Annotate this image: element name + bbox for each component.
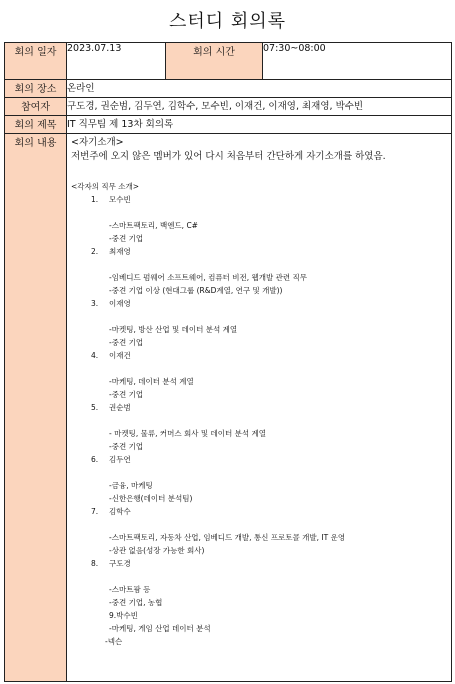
row-subject bbox=[5, 116, 452, 134]
place-value: 온라인 bbox=[67, 80, 452, 98]
entry-detail: -중견 기업 bbox=[109, 442, 144, 451]
entry-name: 모수빈 bbox=[109, 195, 131, 204]
entry-heading bbox=[71, 505, 447, 518]
entry-detail: -중견 기업 bbox=[109, 338, 144, 347]
entry-name: 이재건 bbox=[109, 351, 131, 360]
entry-name: 김두연 bbox=[109, 455, 131, 464]
entry-number: 5. bbox=[91, 403, 99, 412]
entry-detail: -마케팅, 데이터 분석 계열 bbox=[109, 377, 194, 386]
entry-number: 2. bbox=[91, 247, 99, 256]
entry-gap bbox=[71, 310, 447, 323]
entry-name: 최재영 bbox=[109, 247, 131, 256]
subject-label: 회의 제목 bbox=[5, 116, 67, 134]
extra-note: -넥슨 bbox=[105, 637, 123, 646]
list-item bbox=[71, 453, 447, 505]
entry-heading bbox=[71, 401, 447, 414]
document-title: 스터디 회의록 bbox=[168, 11, 287, 32]
entry-heading bbox=[71, 557, 447, 570]
attendees-label: 참여자 bbox=[5, 98, 67, 116]
list-item bbox=[71, 557, 447, 609]
entry-heading bbox=[71, 453, 447, 466]
date-value: 2023.07.13 bbox=[67, 43, 166, 80]
entry-detail: -중견 기업 이상 (현대그룹 (R&D계열, 연구 및 개발)) bbox=[109, 286, 283, 295]
row-date-time bbox=[5, 43, 452, 80]
entry-number: 1. bbox=[91, 195, 99, 204]
content-body bbox=[67, 134, 451, 648]
entry-gap bbox=[71, 258, 447, 271]
time-value: 07:30~08:00 bbox=[263, 43, 452, 80]
extra-name: 9.박수빈 bbox=[109, 611, 138, 620]
entry-gap bbox=[71, 414, 447, 427]
row-attendees bbox=[5, 98, 452, 116]
entry-detail: -스마트팩토리, 백엔드, C# bbox=[109, 221, 198, 230]
minutes-table bbox=[4, 42, 452, 682]
entry-detail: - 마켓팅, 물류, 커머스 회사 및 데이터 분석 계열 bbox=[109, 429, 266, 438]
entry-detail: -스마트팜 등 bbox=[109, 585, 151, 594]
intro-heading: <자기소개> bbox=[71, 137, 124, 148]
entry-heading bbox=[71, 193, 447, 206]
entry-gap bbox=[71, 206, 447, 219]
entry-detail: -상관 없음(성장 가능한 회사) bbox=[109, 546, 205, 555]
time-label: 회의 시간 bbox=[166, 43, 263, 80]
entry-name: 김학수 bbox=[109, 507, 131, 516]
place-label: 회의 장소 bbox=[5, 80, 67, 98]
entry-number: 6. bbox=[91, 455, 99, 464]
date-label: 회의 일자 bbox=[5, 43, 67, 80]
entry-detail: -중견 기업, 농협 bbox=[109, 598, 163, 607]
entry-name: 이재영 bbox=[109, 299, 131, 308]
entry-detail: -신한은행(데이터 분석팀) bbox=[109, 494, 193, 503]
entry-number: 3. bbox=[91, 299, 99, 308]
subject-value: IT 직무팀 제 13차 회의록 bbox=[67, 116, 452, 134]
entry-number: 4. bbox=[91, 351, 99, 360]
list-item bbox=[71, 505, 447, 557]
list-item bbox=[71, 401, 447, 453]
entry-heading bbox=[71, 297, 447, 310]
entry-detail: -마켓팅, 방산 산업 및 데이터 분석 계열 bbox=[109, 325, 238, 334]
entry-gap bbox=[71, 570, 447, 583]
entry-detail: -임베디드 펌웨어 소프트웨어, 컴퓨터 비전, 웹개발 관련 직무 bbox=[109, 273, 308, 282]
entry-gap bbox=[71, 466, 447, 479]
entry-name: 구도경 bbox=[109, 559, 131, 568]
duty-list bbox=[71, 193, 447, 609]
row-content bbox=[5, 134, 452, 682]
entry-gap bbox=[71, 362, 447, 375]
entry-name: 권순범 bbox=[109, 403, 131, 412]
entry-detail: -스마트팩토리, 자동차 산업, 임베디드 개발, 통신 프로토콜 개발, IT 운영 bbox=[109, 533, 346, 542]
entry-number: 7. bbox=[91, 507, 99, 516]
row-place bbox=[5, 80, 452, 98]
content-cell bbox=[67, 134, 452, 682]
intro-text: 저번주에 오지 않은 멤버가 있어 다시 처음부터 간단하게 자기소개를 하였음. bbox=[71, 151, 386, 162]
list-item bbox=[71, 349, 447, 401]
entry-detail: -중견 기업 bbox=[109, 390, 144, 399]
list-item bbox=[71, 297, 447, 349]
attendees-value: 구도경, 권순범, 김두연, 김학수, 모수빈, 이재건, 이재영, 최재영, 박수빈 bbox=[67, 98, 452, 116]
entry-detail: -금융, 마케팅 bbox=[109, 481, 153, 490]
duty-heading: <각자의 직무 소개> bbox=[71, 182, 140, 191]
entry-heading bbox=[71, 245, 447, 258]
list-item bbox=[71, 245, 447, 297]
list-item bbox=[71, 193, 447, 245]
entry-heading bbox=[71, 349, 447, 362]
extra-detail: -마케팅, 게임 산업 데이터 분석 bbox=[109, 624, 211, 633]
content-label: 회의 내용 bbox=[5, 134, 67, 682]
entry-gap bbox=[71, 518, 447, 531]
entry-number: 8. bbox=[91, 559, 99, 568]
entry-detail: -중견 기업 bbox=[109, 234, 144, 243]
